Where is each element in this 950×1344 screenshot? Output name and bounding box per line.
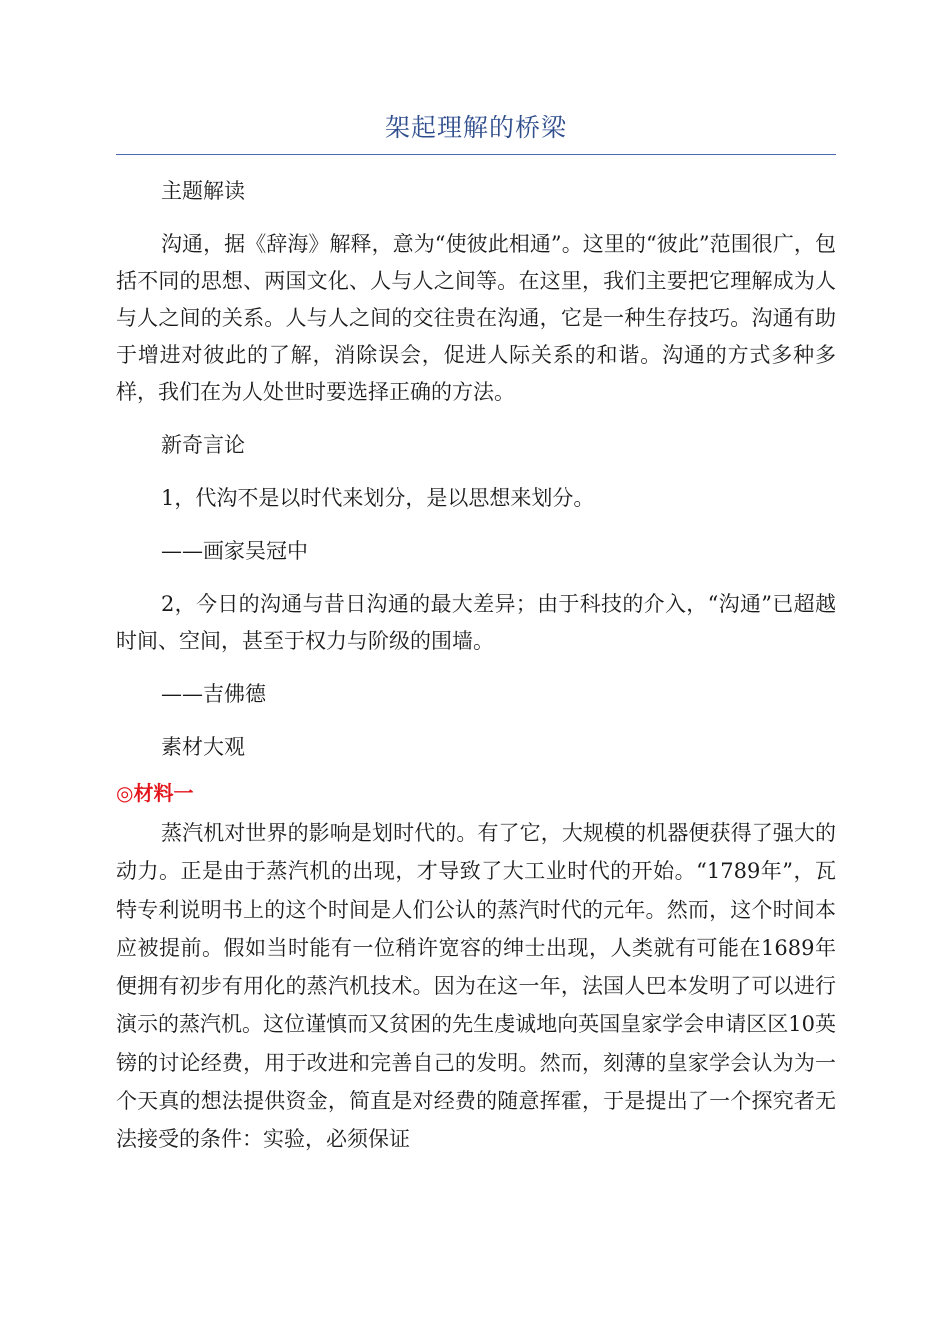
quote-1-author: ——画家吴冠中 bbox=[161, 539, 308, 563]
quotes-heading: 新奇言论 bbox=[161, 433, 245, 457]
theme-heading: 主题解读 bbox=[161, 179, 245, 203]
quote-2-author: ——吉佛德 bbox=[161, 682, 266, 706]
quote-1: 1，代沟不是以时代来划分，是以思想来划分。 bbox=[161, 486, 595, 510]
title-underline bbox=[116, 154, 836, 155]
document-content bbox=[116, 108, 836, 1159]
material-1-body: 蒸汽机对世界的影响是划时代的。有了它，大规模的机器便获得了强大的动力。正是由于蒸汽机的出现，才导致了大工业时代的开始。“1789年”，瓦特专利说明书上的这个时间是人们公认的蒸汽时代的元年。然而，这个时间本应被提前。假如当时能有一位稍许宽容的绅士出现，人类就有可能在1689年便拥有初步有用化的蒸汽机技术。因为在这一年，法国人巴本发明了可以进行演示的蒸汽机。这位谨慎而又贫困的先生虔诚地向英国皇家学会申请区区10英镑的讨论经费，用于改进和完善自己的发明。然而，刻薄的皇家学会认为为一个天真的想法提供资金，简直是对经费的随意挥霍，于是提出了一个探究者无法接受的条件：实验，必须保证 bbox=[116, 821, 836, 1152]
quote-2: 2，今日的沟通与昔日沟通的最大差异；由于科技的介入，“沟通”已超越时间、空间，甚至于权力与阶级的围墙。 bbox=[116, 592, 836, 653]
material-1-heading: ◎材料一 bbox=[116, 781, 194, 805]
materials-heading: 素材大观 bbox=[161, 735, 245, 759]
document-title: 架起理解的桥梁 bbox=[384, 113, 567, 142]
theme-body: 沟通，据《辞海》解释，意为“使彼此相通”。这里的“彼此”范围很广，包括不同的思想、两国文化、人与人之间等。在这里，我们主要把它理解成为人与人之间的关系。人与人之间的交往贵在沟通，它是一种生存技巧。沟通有助于增进对彼此的了解，消除误会，促进人际关系的和谐。沟通的方式多种多样，我们在为人处世时要选择正确的方法。 bbox=[116, 232, 836, 404]
